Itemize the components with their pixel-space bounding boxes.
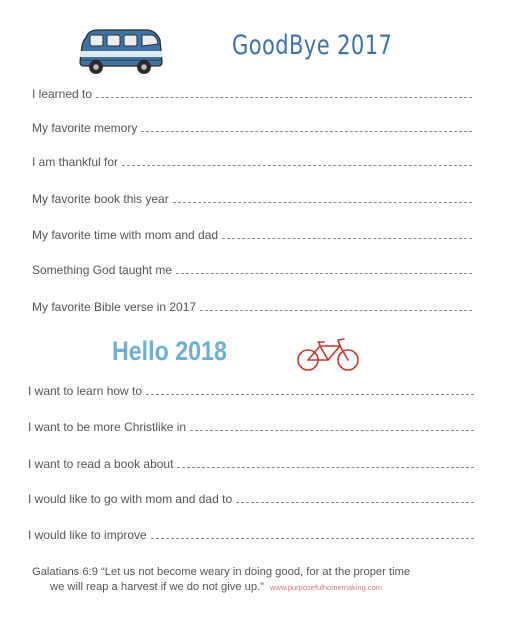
prompt-line (32, 228, 472, 242)
prompt-label: I would like to go with mom and dad to (28, 492, 233, 506)
prompt-label: I want to be more Christlike in (28, 420, 187, 434)
van-icon (76, 26, 164, 78)
answer-blank[interactable] (176, 264, 472, 274)
prompt-label: I am thankful for (32, 155, 119, 169)
prompt-line (28, 420, 474, 434)
prompt-label: My favorite time with mom and dad (32, 228, 219, 242)
prompt-label: I want to learn how to (28, 384, 143, 398)
prompt-label: My favorite Bible verse in 2017 (32, 300, 197, 314)
answer-blank[interactable] (96, 88, 472, 98)
prompt-label: My favorite book this year (32, 192, 169, 206)
answer-blank[interactable] (141, 122, 472, 132)
prompt-label: I want to read a book about (28, 457, 174, 471)
prompt-label: My favorite memory (32, 121, 138, 135)
bible-verse (32, 565, 478, 595)
prompt-line (28, 457, 474, 471)
hello-title: Hello 2018 (112, 336, 227, 366)
answer-blank[interactable] (190, 421, 474, 431)
prompt-label: Something God taught me (32, 263, 173, 277)
prompt-line (32, 263, 472, 277)
answer-blank[interactable] (146, 385, 474, 395)
prompt-line (32, 192, 472, 206)
answer-blank[interactable] (151, 529, 474, 539)
answer-blank[interactable] (177, 458, 474, 468)
answer-blank[interactable] (200, 301, 472, 311)
answer-blank[interactable] (236, 493, 474, 503)
prompt-line (32, 121, 472, 135)
goodbye-title: GoodBye 2017 (232, 30, 393, 61)
prompt-line (32, 300, 472, 314)
prompt-label: I learned to (32, 87, 93, 101)
prompt-line (28, 492, 474, 506)
prompt-label: I would like to improve (28, 528, 147, 542)
verse-line-2-wrap (32, 580, 478, 595)
prompt-line (28, 384, 474, 398)
website-url: www.purposefulhomemaking.com (269, 583, 383, 592)
prompt-line (32, 155, 472, 169)
prompt-line (28, 528, 474, 542)
answer-blank[interactable] (222, 229, 472, 239)
answer-blank[interactable] (122, 156, 472, 166)
verse-line-2: we will reap a harvest if we do not give up.” (50, 581, 264, 593)
prompt-line (32, 87, 472, 101)
bicycle-icon (296, 336, 360, 372)
verse-line-1: Galatians 6:9 “Let us not become weary in doing good, for at the proper time (32, 566, 411, 578)
answer-blank[interactable] (173, 193, 472, 203)
